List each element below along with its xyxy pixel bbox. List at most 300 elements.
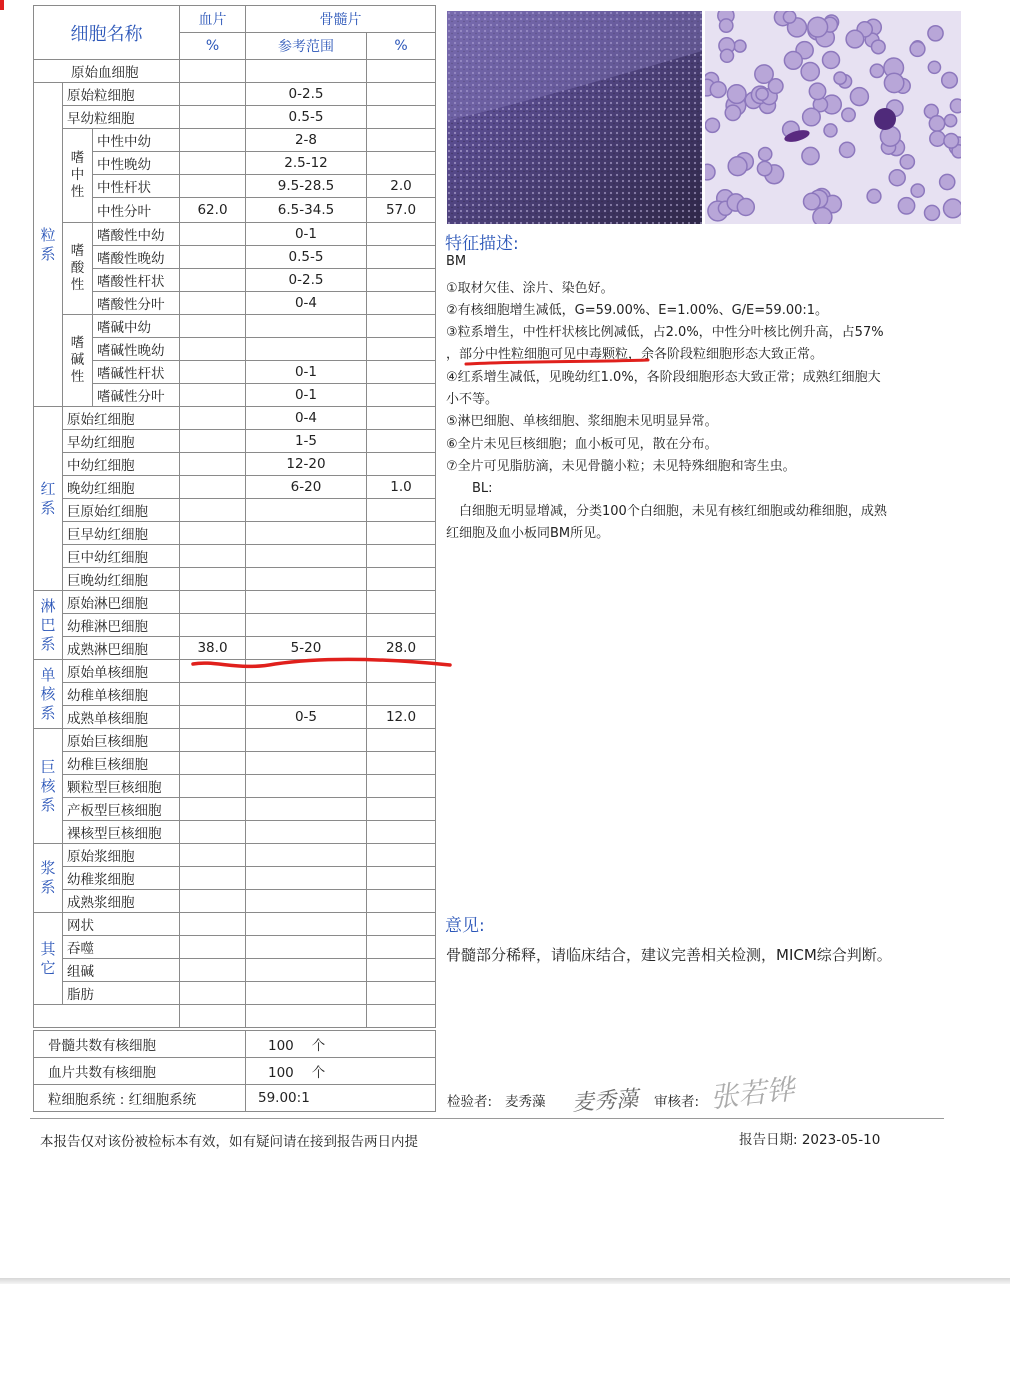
- marrow-pct-value: [367, 936, 436, 959]
- reference-range-value: 6-20: [246, 476, 367, 499]
- reference-range-value: [246, 844, 367, 867]
- cell-name: 组碱: [63, 959, 180, 982]
- cell-name: 嗜碱性晚幼: [93, 338, 180, 361]
- page-bottom-edge: [0, 1278, 1010, 1284]
- marrow-pct-value: [367, 660, 436, 683]
- header-blood-smear: 血片: [180, 6, 246, 33]
- group-label-plasma: 浆 系: [34, 844, 63, 913]
- marrow-smear-highpower-image: [705, 11, 961, 224]
- red-blood-cell-shape: [756, 88, 768, 100]
- red-blood-cell-shape: [944, 199, 962, 218]
- nucleated-cell-icon: [874, 108, 896, 130]
- red-blood-cell-shape: [725, 105, 740, 120]
- red-blood-cell-shape: [813, 208, 832, 225]
- blood-pct-value: [180, 568, 246, 591]
- reference-range-value: 2.5-12: [246, 152, 367, 175]
- totals-row: [34, 1058, 436, 1085]
- blood-pct-value: [180, 775, 246, 798]
- cell-name: 成熟淋巴细胞: [63, 637, 180, 660]
- blood-pct-value: [180, 315, 246, 338]
- reference-range-value: [246, 591, 367, 614]
- cell-name: 早幼粒细胞: [63, 106, 180, 129]
- report-date: 报告日期: 2023-05-10: [739, 1132, 881, 1148]
- header-blood-pct: %: [180, 33, 246, 60]
- red-blood-cell-shape: [928, 26, 943, 41]
- feature-line: ，部分中性粒细胞可见中毒颗粒，余各阶段粒细胞形态大致正常。: [446, 347, 824, 362]
- red-blood-cell-shape: [710, 82, 726, 98]
- table-row: [34, 338, 436, 361]
- table-row: [34, 637, 436, 660]
- red-blood-cell-shape: [929, 116, 944, 131]
- table-row: [34, 867, 436, 890]
- marrow-pct-value: [367, 775, 436, 798]
- cell-count-table: [33, 5, 436, 1028]
- blood-pct-value: [180, 453, 246, 476]
- table-row: [34, 430, 436, 453]
- table-row: [34, 129, 436, 152]
- feature-line: ④红系增生减低，见晚幼红1.0%，各阶段细胞形态大致正常；成熟红细胞大: [446, 370, 881, 385]
- table-row: [34, 292, 436, 315]
- marrow-pct-value: [367, 568, 436, 591]
- feature-line: 红细胞及血小板同BM所见。: [446, 526, 610, 541]
- reference-range-value: 0-4: [246, 407, 367, 430]
- reference-range-value: 0.5-5: [246, 106, 367, 129]
- red-blood-cell-shape: [737, 199, 754, 216]
- feature-line: BL:: [446, 481, 493, 496]
- marrow-pct-value: [367, 83, 436, 106]
- reference-range-value: [246, 890, 367, 913]
- cell-name: 中性晚幼: [93, 152, 180, 175]
- red-blood-cell-shape: [808, 17, 828, 37]
- blood-pct-value: [180, 706, 246, 729]
- red-blood-cell-shape: [802, 147, 819, 164]
- table-row: [34, 890, 436, 913]
- blood-pct-value: [180, 499, 246, 522]
- blood-pct-value: [180, 867, 246, 890]
- reference-range-value: [246, 60, 367, 83]
- blood-pct-value: 38.0: [180, 637, 246, 660]
- reference-range-value: 12-20: [246, 453, 367, 476]
- table-empty-row: [34, 1005, 180, 1028]
- blood-pct-value: [180, 545, 246, 568]
- table-row: [34, 246, 436, 269]
- cell-name: 嗜酸性分叶: [93, 292, 180, 315]
- red-blood-cell-shape: [801, 63, 819, 81]
- red-blood-cell-shape: [900, 155, 914, 169]
- cell-name: 嗜碱性杆状: [93, 361, 180, 384]
- red-blood-cell-shape: [944, 134, 959, 149]
- group-label-lym: 淋 巴 系: [34, 591, 63, 660]
- reference-range-value: [246, 315, 367, 338]
- reviewer-signature: 张若铧: [708, 1072, 796, 1115]
- opinion-text: 骨髓部分稀释，请临床结合，建议完善相关检测，MICM综合判断。: [446, 946, 892, 964]
- marrow-pct-value: [367, 683, 436, 706]
- red-blood-cell-shape: [889, 170, 905, 186]
- red-blood-cell-shape: [850, 88, 868, 106]
- red-corner-mark: [0, 0, 4, 10]
- marrow-pct-value: 12.0: [367, 706, 436, 729]
- blood-pct-value: [180, 890, 246, 913]
- blood-pct-value: [180, 752, 246, 775]
- totals-row: [34, 1085, 436, 1112]
- cell-name: 巨原始红细胞: [63, 499, 180, 522]
- table-row: [34, 844, 436, 867]
- blood-pct-value: [180, 361, 246, 384]
- marrow-smear-lowpower-image: [447, 11, 702, 224]
- blood-pct-value: [180, 430, 246, 453]
- reviewer-label: 审核者:: [654, 1094, 700, 1110]
- inspector-signature: 麦秀藻: [571, 1086, 639, 1117]
- marrow-pct-value: [367, 798, 436, 821]
- reference-range-value: 0-2.5: [246, 83, 367, 106]
- feature-line: ②有核细胞增生减低，G=59.00%、E=1.00%、G/E=59.00:1。: [446, 303, 829, 318]
- red-blood-cell-shape: [840, 142, 855, 157]
- table-row: [34, 959, 436, 982]
- cell-name: 中性分叶: [93, 198, 180, 223]
- marrow-pct-value: [367, 729, 436, 752]
- blood-pct-value: [180, 798, 246, 821]
- red-blood-cell-shape: [768, 79, 783, 94]
- reference-range-value: [246, 959, 367, 982]
- table-row: [34, 407, 436, 430]
- table-row: [34, 522, 436, 545]
- marrow-pct-value: [367, 129, 436, 152]
- red-blood-cell-shape: [867, 189, 881, 203]
- red-blood-cell-shape: [809, 83, 825, 99]
- totals-value: 100: [268, 1065, 294, 1081]
- reference-range-value: [246, 568, 367, 591]
- reference-range-value: 9.5-28.5: [246, 175, 367, 198]
- inspector-label: 检验者:: [447, 1094, 493, 1110]
- table-row: [34, 384, 436, 407]
- marrow-pct-value: [367, 223, 436, 246]
- table-row: [34, 591, 436, 614]
- cell-name: 成熟浆细胞: [63, 890, 180, 913]
- cell-name: 原始淋巴细胞: [63, 591, 180, 614]
- blood-pct-value: [180, 292, 246, 315]
- table-row: [34, 798, 436, 821]
- cell-name: 原始血细胞: [34, 60, 180, 83]
- feature-line: ⑥全片未见巨核细胞；血小板可见，散在分布。: [446, 437, 718, 452]
- table-row: [34, 936, 436, 959]
- blood-pct-value: [180, 60, 246, 83]
- blood-pct-value: [180, 982, 246, 1005]
- table-row: [34, 60, 436, 83]
- opinion-title: 意见:: [445, 916, 485, 936]
- reference-range-value: [246, 775, 367, 798]
- red-blood-cell-shape: [824, 124, 837, 137]
- blood-pct-value: [180, 384, 246, 407]
- table-row: [34, 223, 436, 246]
- marrow-pct-value: [367, 614, 436, 637]
- red-blood-cell-shape: [784, 52, 802, 70]
- table-row: [34, 729, 436, 752]
- table-row: [34, 913, 436, 936]
- blood-pct-value: [180, 338, 246, 361]
- blood-pct-value: [180, 223, 246, 246]
- reference-range-value: 1-5: [246, 430, 367, 453]
- cell-name: 幼稚单核细胞: [63, 683, 180, 706]
- feature-line: ①取材欠佳、涂片、染色好。: [446, 281, 614, 296]
- blood-pct-value: 62.0: [180, 198, 246, 223]
- blood-pct-value: [180, 246, 246, 269]
- blood-pct-value: [180, 844, 246, 867]
- cell-name: 网状: [63, 913, 180, 936]
- feature-line: 白细胞无明显增减，分类100个白细胞，未见有核红细胞或幼稚细胞，成熟: [446, 504, 887, 519]
- reference-range-value: [246, 338, 367, 361]
- cell-name: 原始巨核细胞: [63, 729, 180, 752]
- header-marrow-pct: %: [367, 33, 436, 60]
- cell-name: 巨中幼红细胞: [63, 545, 180, 568]
- feature-line: ⑤淋巴细胞、单核细胞、浆细胞未见明显异常。: [446, 414, 718, 429]
- reference-range-value: [246, 660, 367, 683]
- marrow-pct-value: [367, 60, 436, 83]
- red-blood-cell-shape: [930, 131, 945, 146]
- footer-disclaimer: 本报告仅对该份被检标本有效，如有疑问请在接到报告两日内提: [40, 1134, 418, 1150]
- marrow-pct-value: [367, 430, 436, 453]
- reference-range-value: [246, 982, 367, 1005]
- marrow-pct-value: [367, 269, 436, 292]
- reference-range-value: [246, 522, 367, 545]
- subgroup-label-eos: 嗜 酸 性: [63, 223, 93, 315]
- red-blood-cell-shape: [942, 72, 958, 88]
- table-row: [34, 706, 436, 729]
- header-reference-range: 参考范围: [246, 33, 367, 60]
- reference-range-value: [246, 683, 367, 706]
- group-label-mega: 巨 核 系: [34, 729, 63, 844]
- cell-name: 嗜碱中幼: [93, 315, 180, 338]
- table-row: [34, 83, 436, 106]
- red-blood-cell-shape: [945, 115, 957, 127]
- marrow-pct-value: [367, 315, 436, 338]
- reference-range-value: 6.5-34.5: [246, 198, 367, 223]
- totals-value: 100: [268, 1038, 294, 1054]
- header-cell-name: 细胞名称: [34, 6, 180, 60]
- marrow-pct-value: [367, 982, 436, 1005]
- marrow-pct-value: 57.0: [367, 198, 436, 223]
- red-blood-cell-shape: [872, 40, 886, 54]
- cell-name: 嗜碱性分叶: [93, 384, 180, 407]
- cell-name: 脂肪: [63, 982, 180, 1005]
- blood-pct-value: [180, 660, 246, 683]
- feature-line: ⑦全片可见脂肪滴，未见骨髓小粒；未见特殊细胞和寄生虫。: [446, 459, 796, 474]
- totals-label: 骨髓共数有核细胞: [34, 1031, 246, 1058]
- blood-pct-value: [180, 821, 246, 844]
- blood-pct-value: [180, 106, 246, 129]
- marrow-pct-value: [367, 890, 436, 913]
- reference-range-value: 2-8: [246, 129, 367, 152]
- blood-pct-value: [180, 959, 246, 982]
- blood-pct-value: [180, 729, 246, 752]
- red-blood-cell-shape: [727, 85, 746, 104]
- cell-name: 巨早幼红细胞: [63, 522, 180, 545]
- cell-name: 幼稚浆细胞: [63, 867, 180, 890]
- cell-name: 嗜酸性中幼: [93, 223, 180, 246]
- red-blood-cell-shape: [925, 205, 940, 220]
- red-blood-cell-shape: [705, 164, 715, 180]
- red-blood-cell-shape: [940, 174, 955, 189]
- totals-label: 血片共数有核细胞: [34, 1058, 246, 1085]
- reference-range-value: [246, 499, 367, 522]
- table-row: [34, 315, 436, 338]
- cell-name: 中性杆状: [93, 175, 180, 198]
- cell-name: 裸核型巨核细胞: [63, 821, 180, 844]
- totals-row: [34, 1031, 436, 1058]
- marrow-pct-value: [367, 361, 436, 384]
- marrow-pct-value: [367, 453, 436, 476]
- red-blood-cell-shape: [759, 148, 772, 161]
- red-blood-cell-shape: [898, 198, 914, 214]
- blood-pct-value: [180, 129, 246, 152]
- feature-line: BM: [446, 254, 467, 269]
- red-blood-cell-shape: [834, 72, 846, 84]
- blood-pct-value: [180, 175, 246, 198]
- blood-pct-value: [180, 614, 246, 637]
- reference-range-value: [246, 913, 367, 936]
- marrow-pct-value: [367, 338, 436, 361]
- cell-name: 幼稚巨核细胞: [63, 752, 180, 775]
- blood-pct-value: [180, 913, 246, 936]
- reference-range-value: 0-4: [246, 292, 367, 315]
- cell-name: 颗粒型巨核细胞: [63, 775, 180, 798]
- cell-name: 晚幼红细胞: [63, 476, 180, 499]
- cell-name: 中幼红细胞: [63, 453, 180, 476]
- table-row: [34, 269, 436, 292]
- reference-range-value: [246, 545, 367, 568]
- table-row: [34, 775, 436, 798]
- marrow-pct-value: [367, 522, 436, 545]
- marrow-pct-value: [367, 913, 436, 936]
- totals-label: 粒细胞系统 : 红细胞系统: [34, 1085, 246, 1112]
- reference-range-value: [246, 867, 367, 890]
- red-blood-cell-shape: [804, 193, 821, 210]
- group-label-gran: 粒 系: [34, 83, 63, 407]
- features-title: 特征描述:: [445, 234, 519, 254]
- subgroup-label-neut: 嗜 中 性: [63, 129, 93, 223]
- blood-pct-value: [180, 476, 246, 499]
- red-blood-cell-shape: [823, 52, 840, 69]
- feature-line: ③粒系增生，中性杆状核比例减低，占2.0%，中性分叶核比例升高，占57%: [446, 325, 884, 340]
- red-blood-cell-shape: [870, 64, 883, 77]
- marrow-pct-value: [367, 152, 436, 175]
- inspector-name: 麦秀藻: [505, 1094, 546, 1110]
- totals-value: 59.00:1: [258, 1090, 310, 1106]
- marrow-pct-value: [367, 499, 436, 522]
- group-label-other: 其 它: [34, 913, 63, 1005]
- marrow-pct-value: [367, 867, 436, 890]
- footer-divider: [30, 1118, 944, 1119]
- marrow-pct-value: [367, 384, 436, 407]
- table-row: [34, 152, 436, 175]
- table-row: [34, 545, 436, 568]
- feature-line: 小不等。: [446, 392, 499, 407]
- red-blood-cell-shape: [721, 49, 734, 62]
- cell-name: 嗜酸性晚幼: [93, 246, 180, 269]
- reference-range-value: [246, 936, 367, 959]
- table-row: [34, 453, 436, 476]
- blood-pct-value: [180, 591, 246, 614]
- reference-range-value: [246, 798, 367, 821]
- table-row: [34, 982, 436, 1005]
- cell-name: 中性中幼: [93, 129, 180, 152]
- red-blood-cell-shape: [757, 161, 771, 175]
- marrow-pct-value: [367, 752, 436, 775]
- marrow-pct-value: [367, 844, 436, 867]
- marrow-pct-value: 1.0: [367, 476, 436, 499]
- reference-range-value: [246, 752, 367, 775]
- reference-range-value: 0-5: [246, 706, 367, 729]
- cell-name: 幼稚淋巴细胞: [63, 614, 180, 637]
- marrow-pct-value: [367, 246, 436, 269]
- cell-name: 成熟单核细胞: [63, 706, 180, 729]
- blood-pct-value: [180, 83, 246, 106]
- red-blood-cell-shape: [842, 108, 855, 121]
- cell-name: 早幼红细胞: [63, 430, 180, 453]
- table-row: [34, 683, 436, 706]
- red-blood-cell-shape: [950, 99, 961, 113]
- header-marrow-smear: 骨髓片: [246, 6, 436, 33]
- reference-range-value: 0-1: [246, 361, 367, 384]
- red-blood-cell-shape: [734, 40, 746, 52]
- table-row: [34, 106, 436, 129]
- table-row: [34, 821, 436, 844]
- cell-name: 嗜酸性杆状: [93, 269, 180, 292]
- blood-pct-value: [180, 152, 246, 175]
- red-blood-cell-shape: [846, 30, 864, 48]
- totals-table: [33, 1030, 436, 1112]
- table-row: [34, 660, 436, 683]
- marrow-pct-value: 28.0: [367, 637, 436, 660]
- marrow-pct-value: [367, 821, 436, 844]
- red-blood-cell-shape: [884, 73, 903, 92]
- cell-name: 产板型巨核细胞: [63, 798, 180, 821]
- table-row: [34, 198, 436, 223]
- reference-range-value: [246, 821, 367, 844]
- marrow-pct-value: [367, 591, 436, 614]
- blood-pct-value: [180, 683, 246, 706]
- marrow-pct-value: [367, 292, 436, 315]
- reference-range-value: [246, 729, 367, 752]
- table-row: [34, 752, 436, 775]
- marrow-pct-value: 2.0: [367, 175, 436, 198]
- blood-pct-value: [180, 407, 246, 430]
- blood-pct-value: [180, 936, 246, 959]
- red-blood-cell-shape: [720, 19, 733, 32]
- marrow-pct-value: [367, 407, 436, 430]
- red-blood-cell-shape: [728, 157, 747, 176]
- table-row: [34, 175, 436, 198]
- table-row: [34, 614, 436, 637]
- blood-pct-value: [180, 522, 246, 545]
- cell-name: 原始粒细胞: [63, 83, 180, 106]
- table-row: [34, 568, 436, 591]
- cell-name: 原始单核细胞: [63, 660, 180, 683]
- marrow-pct-value: [367, 959, 436, 982]
- red-blood-cell-shape: [803, 108, 821, 126]
- red-blood-cell-shape: [928, 61, 940, 73]
- reference-range-value: 5-20: [246, 637, 367, 660]
- reference-range-value: [246, 614, 367, 637]
- marrow-pct-value: [367, 545, 436, 568]
- reference-range-value: 0-1: [246, 223, 367, 246]
- group-label-mono: 单 核 系: [34, 660, 63, 729]
- table-row: [34, 476, 436, 499]
- reference-range-value: 0-1: [246, 384, 367, 407]
- red-blood-cell-shape: [783, 11, 795, 23]
- totals-unit: 个: [311, 1038, 326, 1054]
- red-blood-cell-shape: [705, 118, 719, 132]
- table-row: [34, 361, 436, 384]
